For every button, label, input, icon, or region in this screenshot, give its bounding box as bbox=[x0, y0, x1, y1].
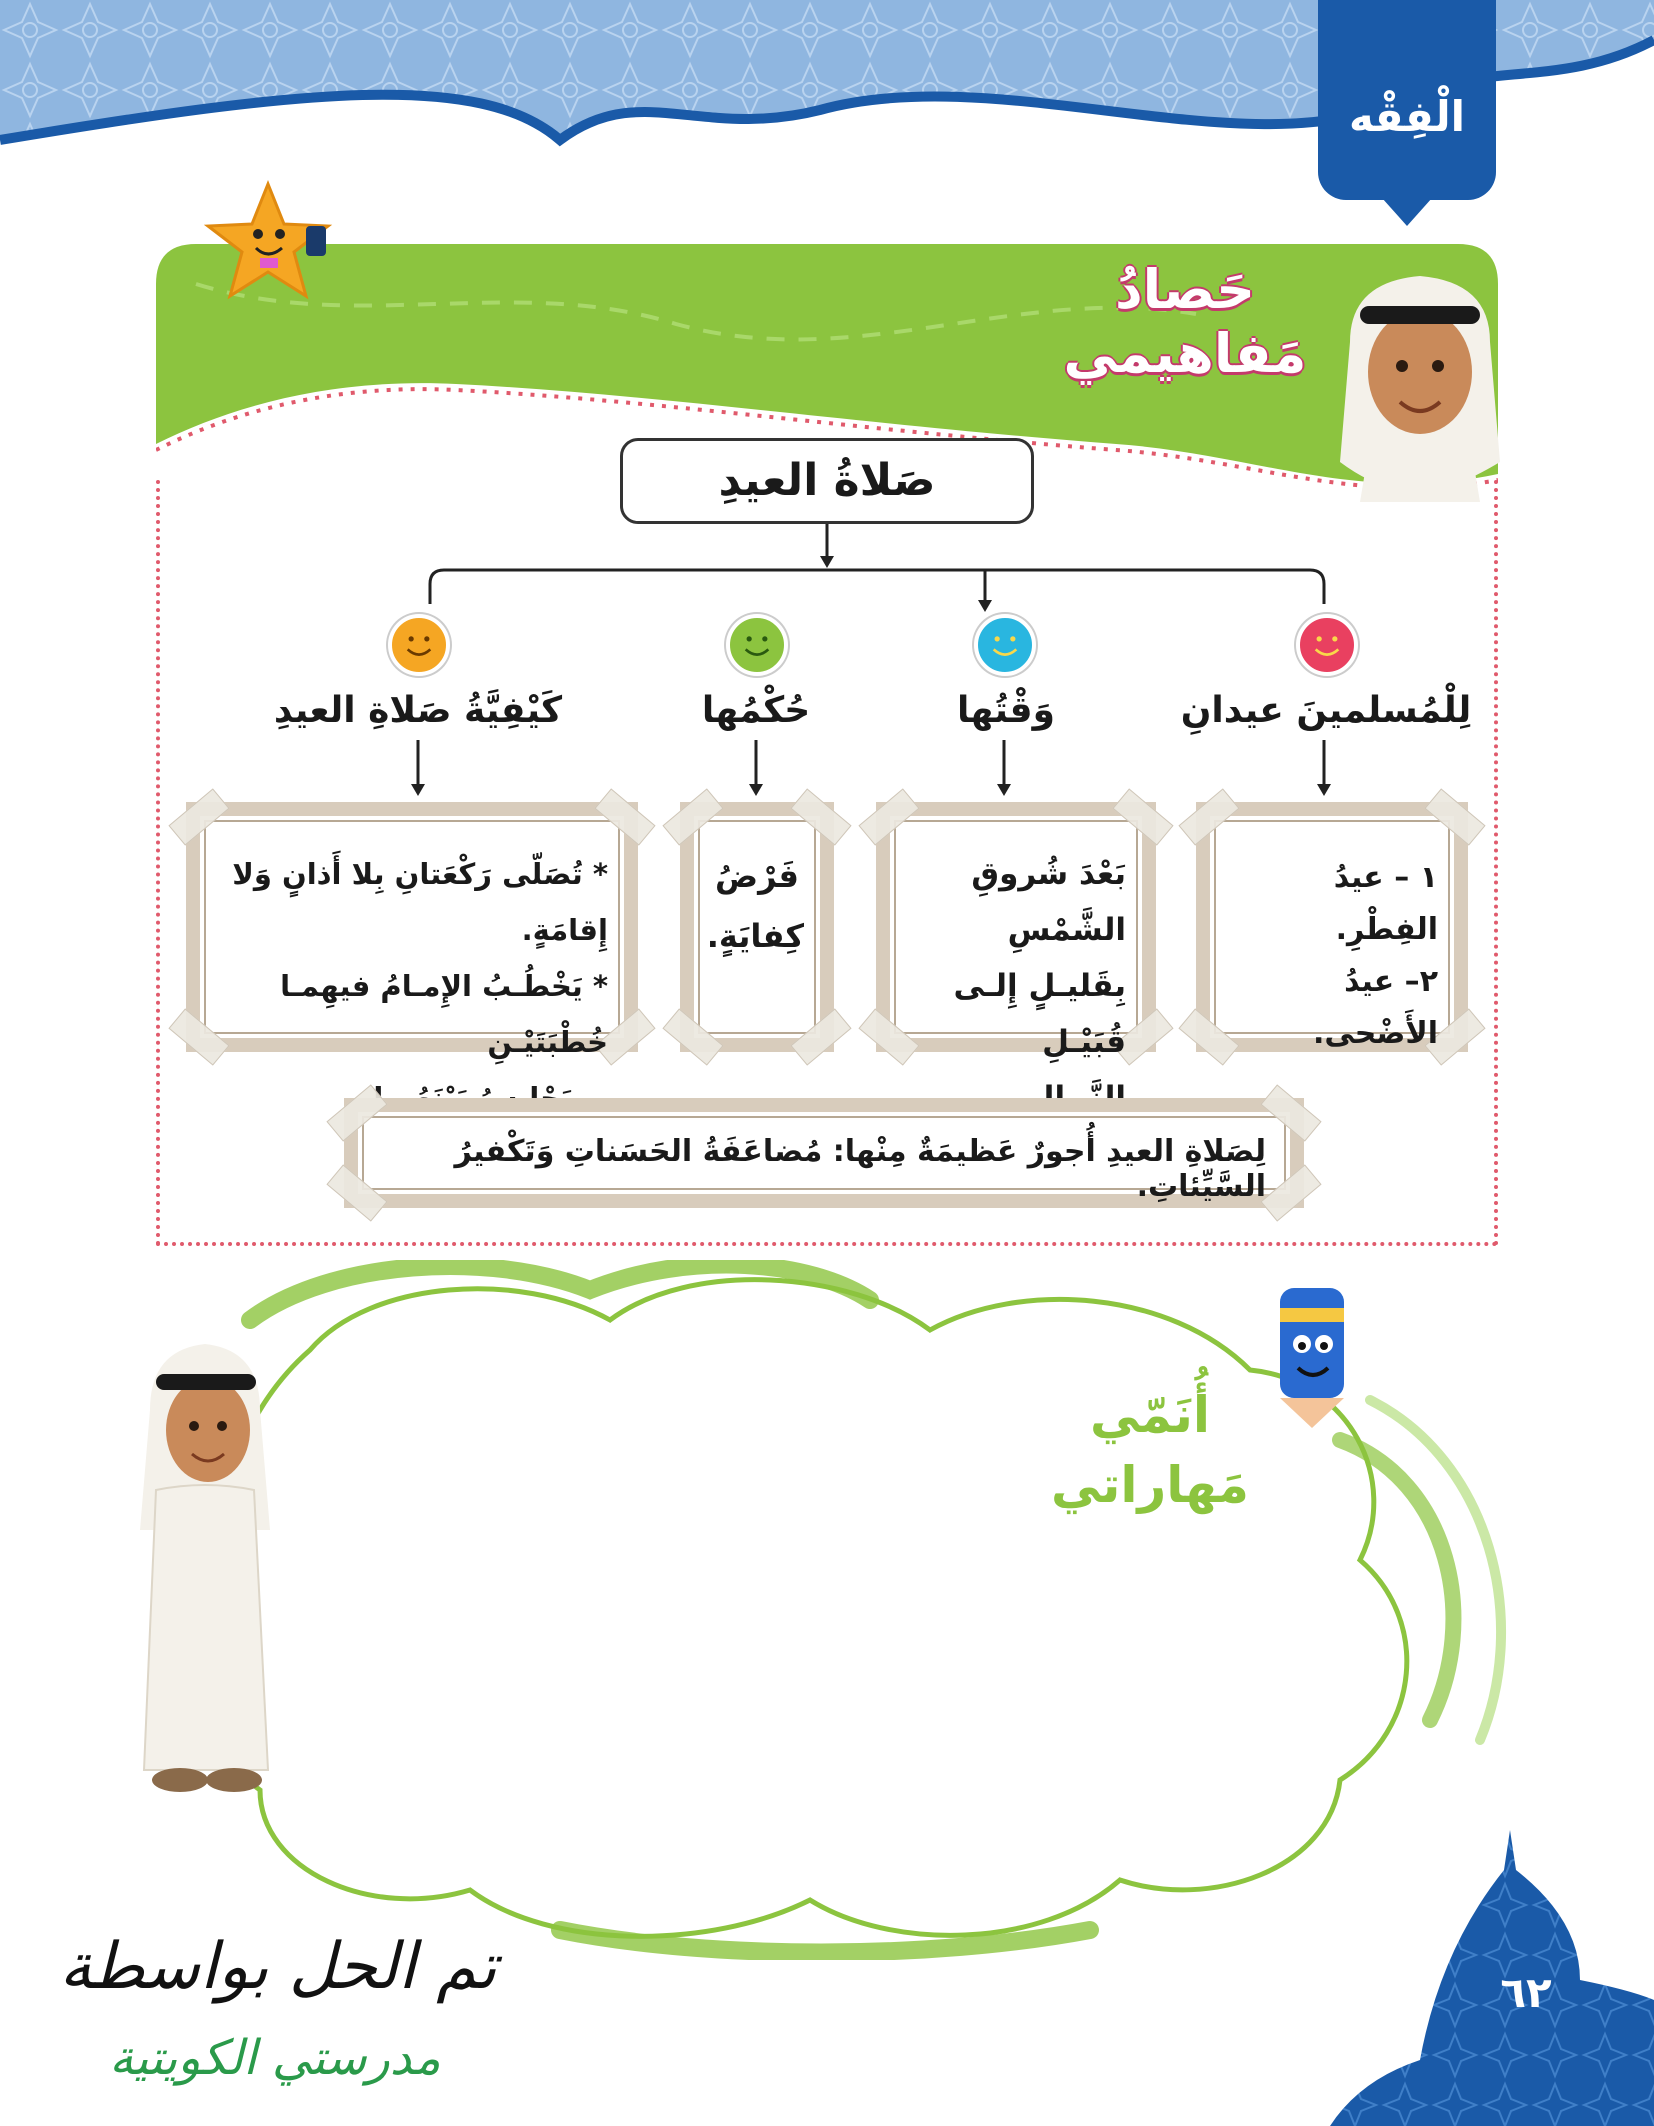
harvest-title-line1: حَصادُ bbox=[1114, 258, 1256, 321]
smiley-orange-icon bbox=[388, 614, 450, 676]
card-ruling-line1: فَرْضُ bbox=[715, 857, 799, 895]
smiley-green-icon bbox=[726, 614, 788, 676]
card-method bbox=[186, 802, 638, 1059]
smiley-red-icon bbox=[1296, 614, 1358, 676]
page-number: ٦٢ bbox=[1500, 1968, 1552, 2017]
branch-label-method: كَيْفِيَّةُ صَلاةِ العيدِ bbox=[273, 690, 563, 731]
card-method-line2: * يَخْطُـبُ الإِمـامُ فيهِمـا خُطْبَتَيْـنِ bbox=[280, 969, 608, 1059]
credit-line-1: تم الحل بواسطة bbox=[59, 1930, 497, 2004]
card-two-eids bbox=[1196, 802, 1468, 1052]
root-concept-box: صَلاةُ العيدِ bbox=[620, 438, 1034, 524]
branch-label-two-eids: لِلْمُسلمينَ عيدانِ bbox=[1180, 690, 1472, 731]
subject-title: الْفِقْه bbox=[1348, 92, 1466, 141]
card-time-line2: بِقَليـلٍ إِلـى قُبَيْـلِ bbox=[953, 968, 1126, 1060]
smiley-cyan-icon bbox=[974, 614, 1036, 676]
skills-title-line1: أُنَمّي bbox=[1089, 1386, 1211, 1444]
card-time bbox=[876, 802, 1156, 1060]
skills-title-line2: مَهاراتي bbox=[1050, 1456, 1250, 1514]
card-time-line1: بَعْدَ شُروقِ الشَّمْسِ bbox=[971, 856, 1126, 948]
card-method-line1: * تُصَلّى رَكْعَتانِ بِلا أَذانٍ وَلا إِقامَةٍ. bbox=[232, 857, 608, 947]
branch-label-time: وَقْتُها bbox=[957, 690, 1055, 731]
skills-section-title bbox=[1020, 1380, 1280, 1520]
standing-boy-figure bbox=[120, 1330, 290, 1820]
card-two-eids-line2: ٢– عيدُ الأَضْحى. bbox=[1313, 964, 1438, 1051]
rewards-note-text: لِصَلاةِ العيدِ أُجورٌ عَظيمَةٌ مِنْها: مُضاعَفَةُ الحَسَناتِ وَتَكْفيرُ السَّيِّئاتِ. bbox=[454, 1134, 1266, 1204]
harvest-title-line2: مَفاهيمي bbox=[1063, 322, 1307, 385]
branch-label-ruling: حُكْمُها bbox=[701, 690, 811, 731]
credit-line-2: مدرستي الكويتية bbox=[109, 2030, 441, 2086]
card-two-eids-line1: ١ – عيدُ الفِطْرِ. bbox=[1333, 860, 1438, 947]
rewards-note-strip bbox=[344, 1098, 1304, 1208]
card-ruling bbox=[680, 802, 834, 1052]
card-ruling-line2: كِفايَةٍ. bbox=[706, 917, 804, 955]
